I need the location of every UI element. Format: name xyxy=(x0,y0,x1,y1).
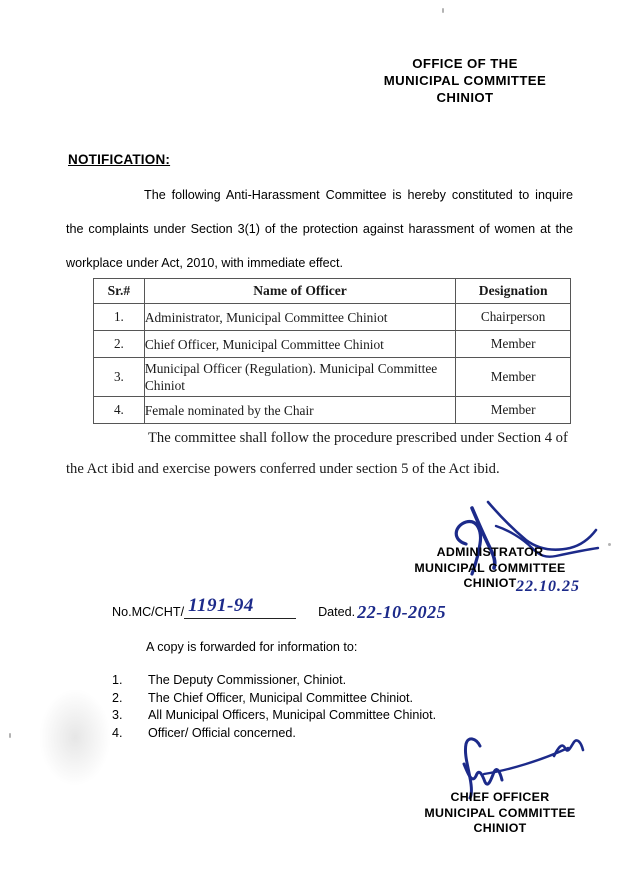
administrator-org: MUNICIPAL COMMITTEE xyxy=(414,560,566,575)
row-1-name: Administrator, Municipal Committee Chiniot xyxy=(144,304,455,331)
chief-officer-signature-block xyxy=(400,790,600,837)
letterhead-line-1: OFFICE OF THE xyxy=(412,56,518,71)
administrator-city: CHINIOT xyxy=(463,576,517,590)
table-header-designation: Designation xyxy=(456,279,571,304)
chief-officer-city: CHINIOT xyxy=(473,821,527,835)
row-3-sr: 3. xyxy=(94,358,145,397)
chief-officer-org: MUNICIPAL COMMITTEE xyxy=(424,805,576,820)
list-item xyxy=(112,707,532,725)
letterhead-line-2: MUNICIPAL COMMITTEE xyxy=(383,73,547,88)
list-item xyxy=(112,690,532,708)
table-header-name: Name of Officer xyxy=(144,279,455,304)
committee-table xyxy=(93,278,571,424)
row-3-designation: Member xyxy=(456,358,571,397)
reference-line xyxy=(112,595,447,623)
copy-item-2-text: The Chief Officer, Municipal Committee Chiniot. xyxy=(148,690,414,705)
letterhead xyxy=(330,55,600,106)
copy-forwarded-intro: A copy is forwarded for information to: xyxy=(146,640,358,654)
administrator-handwritten-date: 22.10.25 xyxy=(516,578,580,595)
row-2-sr: 2. xyxy=(94,331,145,358)
copy-item-4-text: Officer/ Official concerned. xyxy=(148,725,296,740)
row-1-designation: Chairperson xyxy=(456,304,571,331)
table-row xyxy=(94,304,571,331)
copy-item-2-number: 2. xyxy=(112,690,123,705)
list-item xyxy=(112,725,532,743)
closing-paragraph-text: The committee shall follow the procedure prescribed under Section 4 of the Act ibid and exercise powers conferred under section 5 of the Act ibid. xyxy=(66,430,568,477)
table-row xyxy=(94,358,571,397)
row-2-designation: Member xyxy=(456,331,571,358)
administrator-title: ADMINISTRATOR xyxy=(436,545,544,559)
scan-smudge xyxy=(40,690,110,785)
list-item xyxy=(112,672,532,690)
table-header-sr: Sr.# xyxy=(94,279,145,304)
copy-item-1-text: The Deputy Commissioner, Chiniot. xyxy=(148,673,347,687)
reference-number-field[interactable] xyxy=(184,595,296,619)
dated-value-handwritten: 22-10-2025 xyxy=(357,602,447,622)
scan-speck-top xyxy=(442,8,444,13)
table-header-row xyxy=(94,279,571,304)
row-2-name: Chief Officer, Municipal Committee Chiniot xyxy=(144,331,455,358)
dated-label: Dated. xyxy=(318,605,356,619)
closing-paragraph xyxy=(66,423,573,485)
table-row xyxy=(94,397,571,424)
copy-item-4-number: 4. xyxy=(112,725,123,740)
copy-item-3-text: All Municipal Officers, Municipal Committee Chiniot. xyxy=(148,708,437,722)
notification-heading: NOTIFICATION: xyxy=(68,152,171,167)
notification-body-text: The following Anti-Harassment Committee is hereby constituted to inquire the complaints under Section 3(1) of the protection against harassment of women at the workplace under Act, 2010, with immediate effect. xyxy=(66,188,573,270)
row-4-name: Female nominated by the Chair xyxy=(144,397,455,424)
scan-speck-right xyxy=(608,543,611,546)
row-1-sr: 1. xyxy=(94,304,145,331)
scan-speck-left xyxy=(9,733,11,738)
reference-number-handwritten: 1191-94 xyxy=(188,595,254,616)
copy-item-1-number: 1. xyxy=(112,673,123,687)
chief-officer-title: CHIEF OFFICER xyxy=(450,790,550,804)
letterhead-line-3: CHINIOT xyxy=(436,90,494,105)
row-3-name: Municipal Officer (Regulation). Municipal Committee Chiniot xyxy=(144,358,455,397)
row-4-designation: Member xyxy=(456,397,571,424)
reference-label: No.MC/CHT/ xyxy=(112,605,185,619)
notification-body xyxy=(66,178,573,280)
copy-forwarded-list xyxy=(112,672,532,742)
copy-item-3-number: 3. xyxy=(112,708,123,722)
table-row xyxy=(94,331,571,358)
row-4-sr: 4. xyxy=(94,397,145,424)
